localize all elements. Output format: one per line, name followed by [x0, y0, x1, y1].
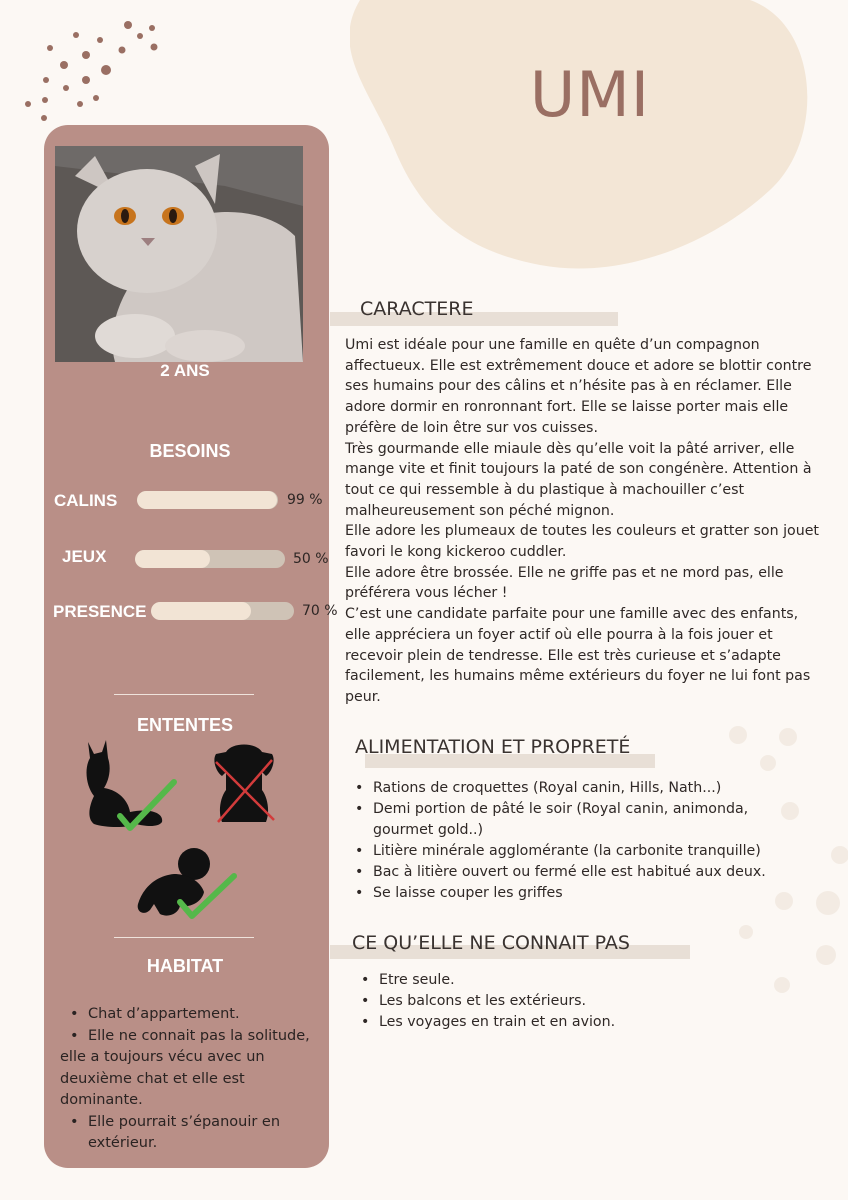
- age-label: 2 ANS: [160, 361, 210, 380]
- list-item: • Elle pourrait s’épanouir en extérieur.: [60, 1112, 322, 1155]
- need-percent-presence: 70 %: [302, 603, 338, 619]
- decorative-blob: [350, 0, 820, 280]
- habitat-title: HABITAT: [146, 956, 224, 976]
- paragraph: Elle adore les plumeaux de toutes les couleurs et gratter son jouet favori le kong kickeroo cuddler.: [345, 523, 819, 561]
- list-item: • Bac à litière ouvert ou fermé elle est habitué aux deux.: [355, 862, 795, 883]
- cat-name-title: UMI: [529, 58, 651, 131]
- list-item: • Litière minérale agglomérante (la carbonite tranquille): [355, 841, 795, 862]
- need-label-presence: PRESENCE: [53, 602, 147, 621]
- paragraph: C’est une candidate parfaite pour une famille avec des enfants, elle appréciera un foyer actif où elle pourra à la fois jouer et recevoir plein de tendresse. Elle est très curieuse et s’adapte facilement, les humains même extérieurs du foyer ne lui font pas peur.: [345, 606, 811, 705]
- list-item: • Les balcons et les extérieurs.: [361, 991, 761, 1012]
- caractere-title: CARACTERE: [360, 298, 474, 320]
- needs-title: BESOINS: [149, 441, 231, 461]
- list-item: • Chat d’appartement.: [60, 1004, 322, 1026]
- list-item: • Les voyages en train et en avion.: [361, 1012, 761, 1033]
- habitat-list: [60, 1004, 322, 1155]
- need-label-jeux: JEUX: [62, 547, 107, 566]
- need-label-calins: CALINS: [54, 491, 118, 510]
- list-item: • Demi portion de pâté le soir (Royal canin, animonda, gourmet gold..): [355, 799, 795, 841]
- paragraph: Très gourmande elle miaule dès qu’elle voit la pâté arriver, elle mange vite et finit toujours la paté de son congénère. Attention à tout ce qui ressemble à du plastique à machouiller c’est malheureusement son péché mignon.: [345, 440, 812, 519]
- ententes-title: ENTENTES: [136, 715, 233, 735]
- cat-photo: [55, 146, 303, 362]
- alimentation-list: [355, 778, 795, 904]
- need-bar-presence: [151, 602, 294, 620]
- alimentation-title: ALIMENTATION ET PROPRETÉ: [355, 736, 631, 758]
- paragraph: Umi est idéale pour une famille en quête d’un compagnon affectueux. Elle est extrêmement douce et adore se blottir contre ses humains pour des câlins et n’hésite pas à en réclamer. Elle adore dormir en ronronnant fort. Elle se laisse porter mais elle préfère de loin être sur vos cuisses.: [345, 337, 812, 436]
- need-bar-fill: [151, 602, 251, 620]
- need-percent-calins: 99 %: [287, 492, 323, 508]
- list-item: • Se laisse couper les griffes: [355, 883, 795, 904]
- sidebar-divider: [114, 937, 254, 938]
- need-percent-jeux: 50 %: [293, 551, 329, 567]
- sidebar-divider: [114, 694, 254, 695]
- dog-no-icon: [212, 742, 278, 826]
- paragraph: Elle adore être brossée. Elle ne griffe pas et ne mord pas, elle préférera vous lécher !: [345, 564, 784, 602]
- cat-ok-icon: [78, 738, 178, 834]
- need-bar-calins: [137, 491, 278, 509]
- list-item: • Etre seule.: [361, 970, 761, 991]
- need-bar-fill: [137, 491, 277, 509]
- list-item: • Rations de croquettes (Royal canin, Hills, Nath...): [355, 778, 795, 799]
- caractere-text: [345, 335, 823, 708]
- baby-ok-icon: [134, 846, 240, 926]
- list-item: • Elle ne connait pas la solitude, elle a toujours vécu avec un deuxième chat et elle est dominante.: [60, 1026, 322, 1112]
- decorative-dots: [0, 0, 200, 140]
- need-bar-fill: [135, 550, 210, 568]
- need-bar-jeux: [135, 550, 285, 568]
- inconnu-title: CE QU’ELLE NE CONNAIT PAS: [352, 932, 630, 954]
- inconnu-list: [361, 970, 761, 1033]
